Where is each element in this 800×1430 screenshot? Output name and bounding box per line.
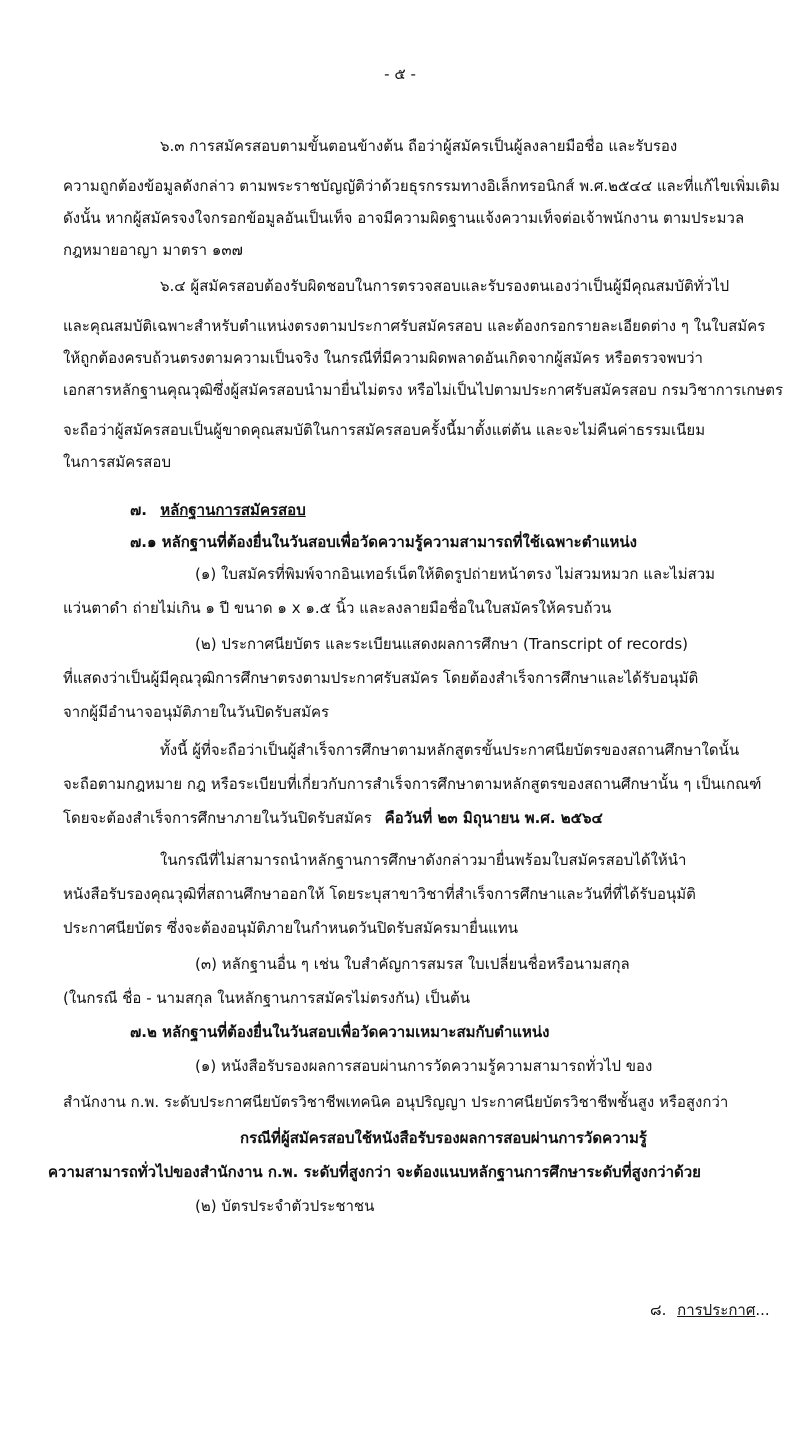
para-6-4-line-3: ให้ถูกต้องครบถ้วนตรงตามความเป็นจริง ในกรณีที่มีความผิดพลาดอันเกิดจากผู้สมัคร หรือตรวจพบว่า (63, 349, 703, 367)
note-7-1-b-line-2: หนังสือรับรองคุณวุฒิที่สถานศึกษาออกให้ โดยระบุสาขาวิชาที่สำเร็จการศึกษาและวันที่ที่ได้รับอนุมัติ (63, 885, 696, 903)
para-6-3-line-2: ความถูกต้องข้อมูลดังกล่าว ตามพระราชบัญญัติว่าด้วยธุรกรรมทางอิเล็กทรอนิกส์ พ.ศ.๒๕๔๔ และที่แก้ไขเพิ่มเติม (63, 177, 780, 195)
note-7-1-b-line-3: ประกาศนียบัตร ซึ่งจะต้องอนุมัติภายในกำหนดวันปิดรับสมัครมายื่นแทน (63, 919, 518, 937)
para-6-4-line-5: จะถือว่าผู้สมัครสอบเป็นผู้ขาดคุณสมบัติในการสมัครสอบครั้งนี้มาตั้งแต่ต้น และจะไม่คืนค่าธรรมเนียม (63, 421, 706, 439)
item-7-1-2-line-3: จากผู้มีอำนาจอนุมัติภายในวันปิดรับสมัคร (63, 703, 330, 721)
item-7-1-3-line-1: (๓) หลักฐานอื่น ๆ เช่น ใบสำคัญการสมรส ใบเปลี่ยนชื่อหรือนามสกุล (195, 955, 630, 973)
item-7-1-2-line-2: ที่แสดงว่าเป็นผู้มีคุณวุฒิการศึกษาตรงตามประกาศรับสมัคร โดยต้องสำเร็จการศึกษาและได้รับอนุมัติ (63, 669, 699, 687)
para-6-3-line-3: ดังนั้น หากผู้สมัครจงใจกรอกข้อมูลอันเป็นเท็จ อาจมีความผิดฐานแจ้งความเท็จต่อเจ้าพนักงาน ตามประมวล (63, 209, 745, 227)
section-7-title: หลักฐานการสมัครสอบ (160, 501, 306, 519)
para-6-3-line-1: ๖.๓ การสมัครสอบตามขั้นตอนข้างต้น ถือว่าผู้สมัครเป็นผู้ลงลายมือชื่อ และรับรอง (160, 137, 678, 155)
section-7-number: ๗. (130, 501, 147, 519)
note-7-1-a-line-3 (63, 808, 603, 828)
item-7-1-1-line-1: (๑) ใบสมัครที่พิมพ์จากอินเทอร์เน็ตให้ติดรูปถ่ายหน้าตรง ไม่สวมหมวก และไม่สวม (195, 565, 716, 583)
item-7-2-1-line-2: สำนักงาน ก.พ. ระดับประกาศนียบัตรวิชาชีพเทคนิค อนุปริญญา ประกาศนียบัตรวิชาชีพชั้นสูง หรือสูงกว่า (63, 1093, 729, 1111)
item-7-1-2-line-1: (๒) ประกาศนียบัตร และระเบียนแสดงผลการศึกษา (Transcript of records) (195, 635, 689, 653)
note-7-1-a-line-1: ทั้งนี้ ผู้ที่จะถือว่าเป็นผู้สำเร็จการศึกษาตามหลักสูตรขั้นประกาศนียบัตรของสถานศึกษาใดนั้น (160, 741, 740, 759)
next-section-title: การประกาศ (677, 1301, 756, 1319)
para-6-4-line-1: ๖.๔ ผู้สมัครสอบต้องรับผิดชอบในการตรวจสอบและรับรองตนเองว่าเป็นผู้มีคุณสมบัติทั่วไป (160, 277, 730, 295)
para-6-3-line-4: กฎหมายอาญา มาตรา ๑๓๗ (63, 241, 243, 259)
note-7-1-b-line-1: ในกรณีที่ไม่สามารถนำหลักฐานการศึกษาดังกล่าวมายื่นพร้อมใบสมัครสอบได้ให้นำ (160, 851, 687, 869)
para-6-4-line-6: ในการสมัครสอบ (63, 453, 171, 471)
next-section-number: ๘. (650, 1301, 667, 1319)
item-7-2-2: (๒) บัตรประจำตัวประชาชน (195, 1197, 375, 1215)
continuation-marker (650, 1300, 770, 1320)
section-7-2-heading: ๗.๒ หลักฐานที่ต้องยื่นในวันสอบเพื่อวัดความเหมาะสมกับตำแหน่ง (130, 1023, 550, 1041)
note-7-1-a-line-2: จะถือตามกฎหมาย กฎ หรือระเบียบที่เกี่ยวกับการสำเร็จการศึกษาตามหลักสูตรของสถานศึกษานั้น ๆ เป็นเกณฑ์ (63, 775, 762, 793)
page-number: - ๕ - (384, 65, 416, 83)
section-7-1-heading: ๗.๑ หลักฐานที่ต้องยื่นในวันสอบเพื่อวัดความรู้ความสามารถที่ใช้เฉพาะตำแหน่ง (130, 533, 637, 551)
continuation-ellipsis: ... (755, 1301, 770, 1319)
section-7-heading (130, 500, 306, 520)
item-7-2-1-line-1: (๑) หนังสือรับรองผลการสอบผ่านการวัดความรู้ความสามารถทั่วไป ของ (195, 1057, 653, 1075)
item-7-1-3-line-2: (ในกรณี ชื่อ - นามสกุล ในหลักฐานการสมัครไม่ตรงกัน) เป็นต้น (63, 989, 470, 1007)
item-7-1-1-line-2: แว่นตาดำ ถ่ายไม่เกิน ๑ ปี ขนาด ๑ x ๑.๕ นิ้ว และลงลายมือชื่อในใบสมัครให้ครบถ้วน (63, 599, 612, 617)
closing-date: คือวันที่ ๒๓ มิถุนายน พ.ศ. ๒๕๖๔ (384, 809, 603, 827)
note-7-2-line-1: กรณีที่ผู้สมัครสอบใช้หนังสือรับรองผลการสอบผ่านการวัดความรู้ (240, 1129, 647, 1147)
note-7-2-line-2: ความสามารถทั่วไปของสำนักงาน ก.พ. ระดับที่สูงกว่า จะต้องแนบหลักฐานการศึกษาระดับที่สูงกว่าด้วย (48, 1163, 701, 1181)
para-6-4-line-4: เอกสารหลักฐานคุณวุฒิซึ่งผู้สมัครสอบนำมายื่นไม่ตรง หรือไม่เป็นไปตามประกาศรับสมัครสอบ กรมวิชาการเกษตร (63, 381, 784, 399)
para-6-4-line-2: และคุณสมบัติเฉพาะสำหรับตำแหน่งตรงตามประกาศรับสมัครสอบ และต้องกรอกรายละเอียดต่าง ๆ ในใบสมัคร (63, 317, 766, 335)
note-7-1-a-text: โดยจะต้องสำเร็จการศึกษาภายในวันปิดรับสมัคร (63, 809, 372, 827)
